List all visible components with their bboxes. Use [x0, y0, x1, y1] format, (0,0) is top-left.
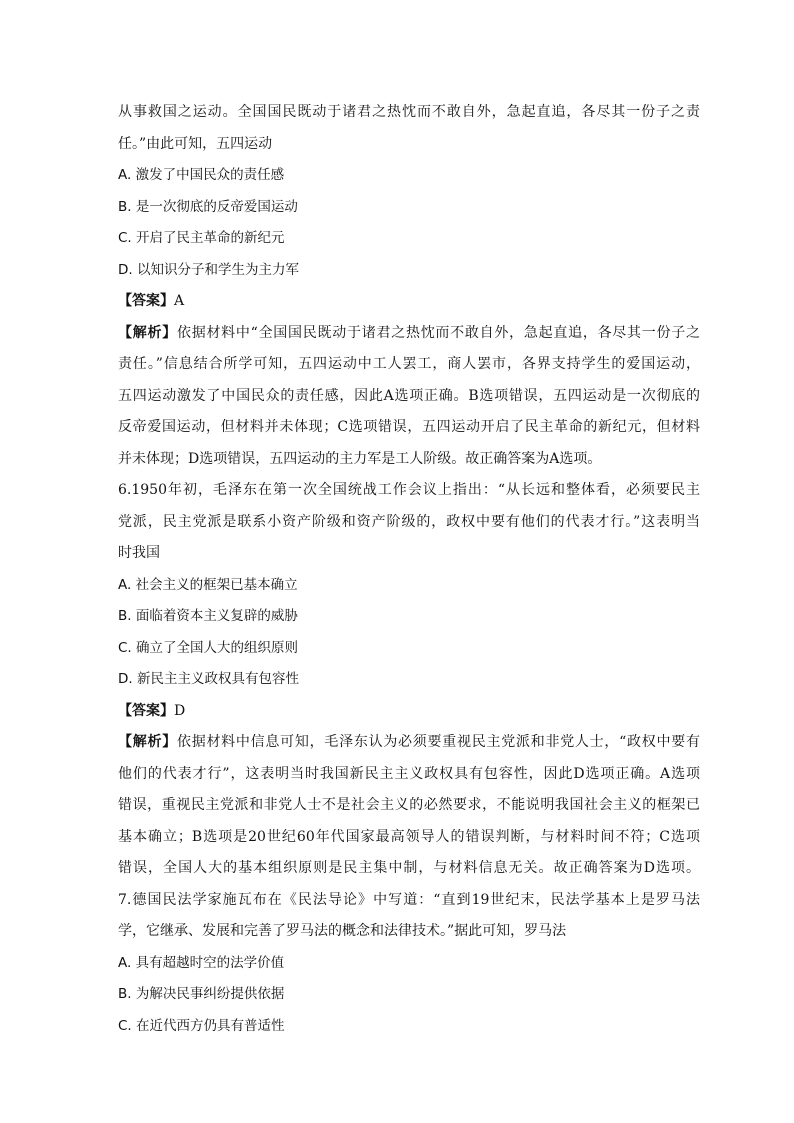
analysis-text: 依据材料中“全国国民既动于诸君之热忱而不敢自外，急起直追，各尽其一份子之 [176, 324, 700, 341]
question-stem-line: 6.1950年初，毛泽东在第一次全国统战工作会议上指出：“从长远和整体看，必须要民主 [118, 482, 700, 498]
option-b: B. 为解决民事纠纷提供依据 [118, 986, 285, 1002]
question-stem-line: 学，它继承、发展和完善了罗马法的概念和法律技术。”据此可知，罗马法 [118, 923, 567, 939]
analysis-line: 基本确立；B选项是20世纪60年代国家最高领导人的错误判断，与材料时间不符；C选项 [118, 828, 700, 845]
analysis-line: 他们的代表才行”，这表明当时我国新民主主义政权具有包容性，因此D选项正确。A选项 [118, 765, 700, 782]
option-b: B. 是一次彻底的反帝爱国运动 [118, 198, 298, 215]
question-stem-line: 任。”由此可知，五四运动 [118, 135, 273, 152]
option-b: B. 面临着资本主义复辟的威胁 [118, 608, 298, 624]
question-stem-line: 时我国 [118, 545, 160, 561]
answer-line [118, 286, 700, 318]
analysis-tag: 【解析】 [118, 324, 177, 341]
analysis-line: 五四运动激发了中国民众的责任感，因此A选项正确。B选项错误，五四运动是一次彻底的 [118, 387, 700, 404]
analysis-line: 并未体现；D选项错误，五四运动的主力军是工人阶级。故正确答案为A选项。 [118, 450, 602, 467]
analysis-text: 依据材料中信息可知，毛泽东认为必须要重视民主党派和非党人士，“政权中要有 [176, 734, 700, 750]
answer-line [118, 696, 700, 728]
analysis-line: 错误，全国人大的基本组织原则是民主集中制，与材料信息无关。故正确答案为D选项。 [118, 860, 700, 876]
analysis-line [118, 727, 700, 759]
analysis-line: 反帝爱国运动，但材料并未体现；C选项错误，五四运动开启了民主革命的新纪元，但材料 [118, 419, 700, 435]
option-c: C. 在近代西方仍具有普适性 [118, 1017, 285, 1034]
question-6 [118, 475, 700, 885]
option-c: C. 开启了民主革命的新纪元 [118, 230, 285, 246]
question-stem-line: 从事救国之运动。全国国民既动于诸君之热忱而不敢自外，急起直追，各尽其一份子之责 [118, 104, 700, 120]
option-a: A. 具有超越时空的法学价值 [118, 954, 285, 971]
question-stem-line: 7.德国民法学家施瓦布在《民法导论》中写道：“直到19世纪末，民法学基本上是罗马法 [118, 891, 700, 908]
answer-tag: 【答案】 [118, 293, 174, 309]
analysis-line: 责任。”信息结合所学可知，五四运动中工人罢工，商人罢市，各界支持学生的爱国运动， [118, 356, 700, 372]
analysis-line [118, 318, 700, 350]
question-7 [118, 885, 700, 1043]
answer-value: D [174, 702, 186, 719]
option-d: D. 以知识分子和学生为主力军 [118, 261, 299, 278]
question-stem-line: 党派，民主党派是联系小资产阶级和资产阶级的，政权中要有他们的代表才行。”这表明当 [118, 513, 700, 530]
question-5 [118, 97, 700, 475]
analysis-line: 错误，重视民主党派和非党人士不是社会主义的必然要求，不能说明我国社会主义的框架已 [118, 797, 700, 813]
option-c: C. 确立了全国人大的组织原则 [118, 639, 299, 656]
option-a: A. 激发了中国民众的责任感 [118, 167, 285, 183]
option-a: A. 社会主义的框架已基本确立 [118, 576, 298, 593]
analysis-tag: 【解析】 [118, 734, 177, 750]
answer-value: A [174, 293, 185, 309]
option-d: D. 新民主主义政权具有包容性 [118, 671, 299, 687]
answer-tag: 【答案】 [118, 702, 174, 719]
